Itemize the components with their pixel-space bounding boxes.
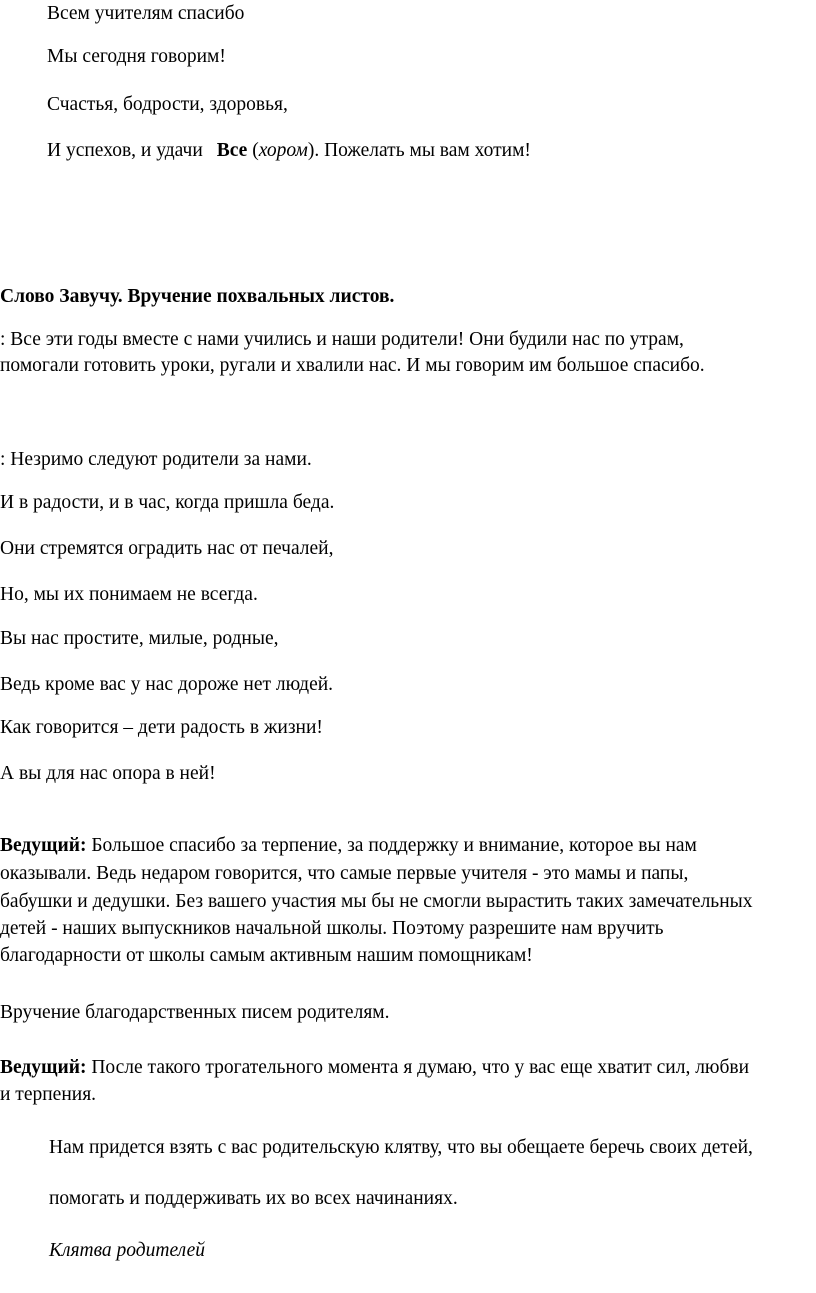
parents-poem-line-7: Как говорится – дети радость в жизни! bbox=[0, 717, 323, 738]
oath-intro-line-2: помогать и поддерживать их во всех начинаниях. bbox=[49, 1188, 458, 1209]
intro-poem-line-4-end: ). Пожелать мы вам хотим! bbox=[307, 140, 531, 161]
host-speech-2-line-1 bbox=[0, 1058, 749, 1078]
speaker-label-host-2: Ведущий: bbox=[0, 1057, 87, 1078]
section-heading: Слово Завучу. Вручение похвальных листов. bbox=[0, 286, 395, 307]
parents-poem-line-3: Они стремятся оградить нас от печалей, bbox=[0, 538, 334, 559]
host-speech-2-line-2: и терпения. bbox=[0, 1084, 97, 1105]
intro-poem-line-2: Мы сегодня говорим! bbox=[47, 46, 226, 67]
parents-poem-line-8: А вы для нас опора в ней! bbox=[0, 763, 216, 784]
intro-poem-line-3: Счастья, бодрости, здоровья, bbox=[47, 94, 288, 115]
children-speech-line-1: : Все эти годы вместе с нами учились и наши родители! Они будили нас по утрам, bbox=[0, 329, 684, 350]
host-speech-1-line-2: оказывали. Ведь недаром говорится, что самые первые учителя - это мамы и папы, bbox=[0, 863, 689, 884]
parents-poem-line-1: : Незримо следуют родители за нами. bbox=[0, 449, 312, 470]
host-speech-1-text: Большое спасибо за терпение, за поддержку и внимание, которое вы нам bbox=[86, 835, 697, 856]
role-label-all: Все bbox=[216, 140, 248, 161]
intro-poem-line-4 bbox=[47, 141, 531, 161]
oath-intro-line-1: Нам придется взять с вас родительскую клятву, что вы обещаете беречь своих детей, bbox=[49, 1137, 753, 1158]
parents-poem-line-4: Но, мы их понимаем не всегда. bbox=[0, 584, 258, 605]
stage-direction-chorus: хором bbox=[258, 140, 308, 161]
parents-poem-line-2: И в радости, и в час, когда пришла беда. bbox=[0, 492, 335, 513]
parents-poem-line-6: Ведь кроме вас у нас дороже нет людей. bbox=[0, 674, 334, 695]
award-note: Вручение благодарственных писем родителям. bbox=[0, 1002, 390, 1023]
parents-poem-line-5: Вы нас простите, милые, родные, bbox=[0, 628, 279, 649]
host-speech-1-line-3: бабушки и дедушки. Без вашего участия мы бы не смогли вырастить таких замечательных bbox=[0, 891, 753, 912]
speaker-label-host: Ведущий: bbox=[0, 835, 87, 856]
children-speech-line-2: помогали готовить уроки, ругали и хвалили нас. И мы говорим им большое спасибо. bbox=[0, 355, 705, 376]
intro-poem-line-4-text: И успехов, и удачи bbox=[47, 140, 203, 161]
paren-open: ( bbox=[247, 140, 259, 161]
oath-title: Клятва родителей bbox=[49, 1240, 206, 1261]
host-speech-1-line-1 bbox=[0, 836, 697, 856]
host-speech-1-line-5: благодарности от школы самым активным нашим помощникам! bbox=[0, 945, 533, 966]
host-speech-2-text: После такого трогательного момента я думаю, что у вас еще хватит сил, любви bbox=[86, 1057, 750, 1078]
host-speech-1-line-4: детей - наших выпускников начальной школы. Поэтому разрешите нам вручить bbox=[0, 918, 664, 939]
intro-poem-line-1: Всем учителям спасибо bbox=[47, 3, 245, 24]
